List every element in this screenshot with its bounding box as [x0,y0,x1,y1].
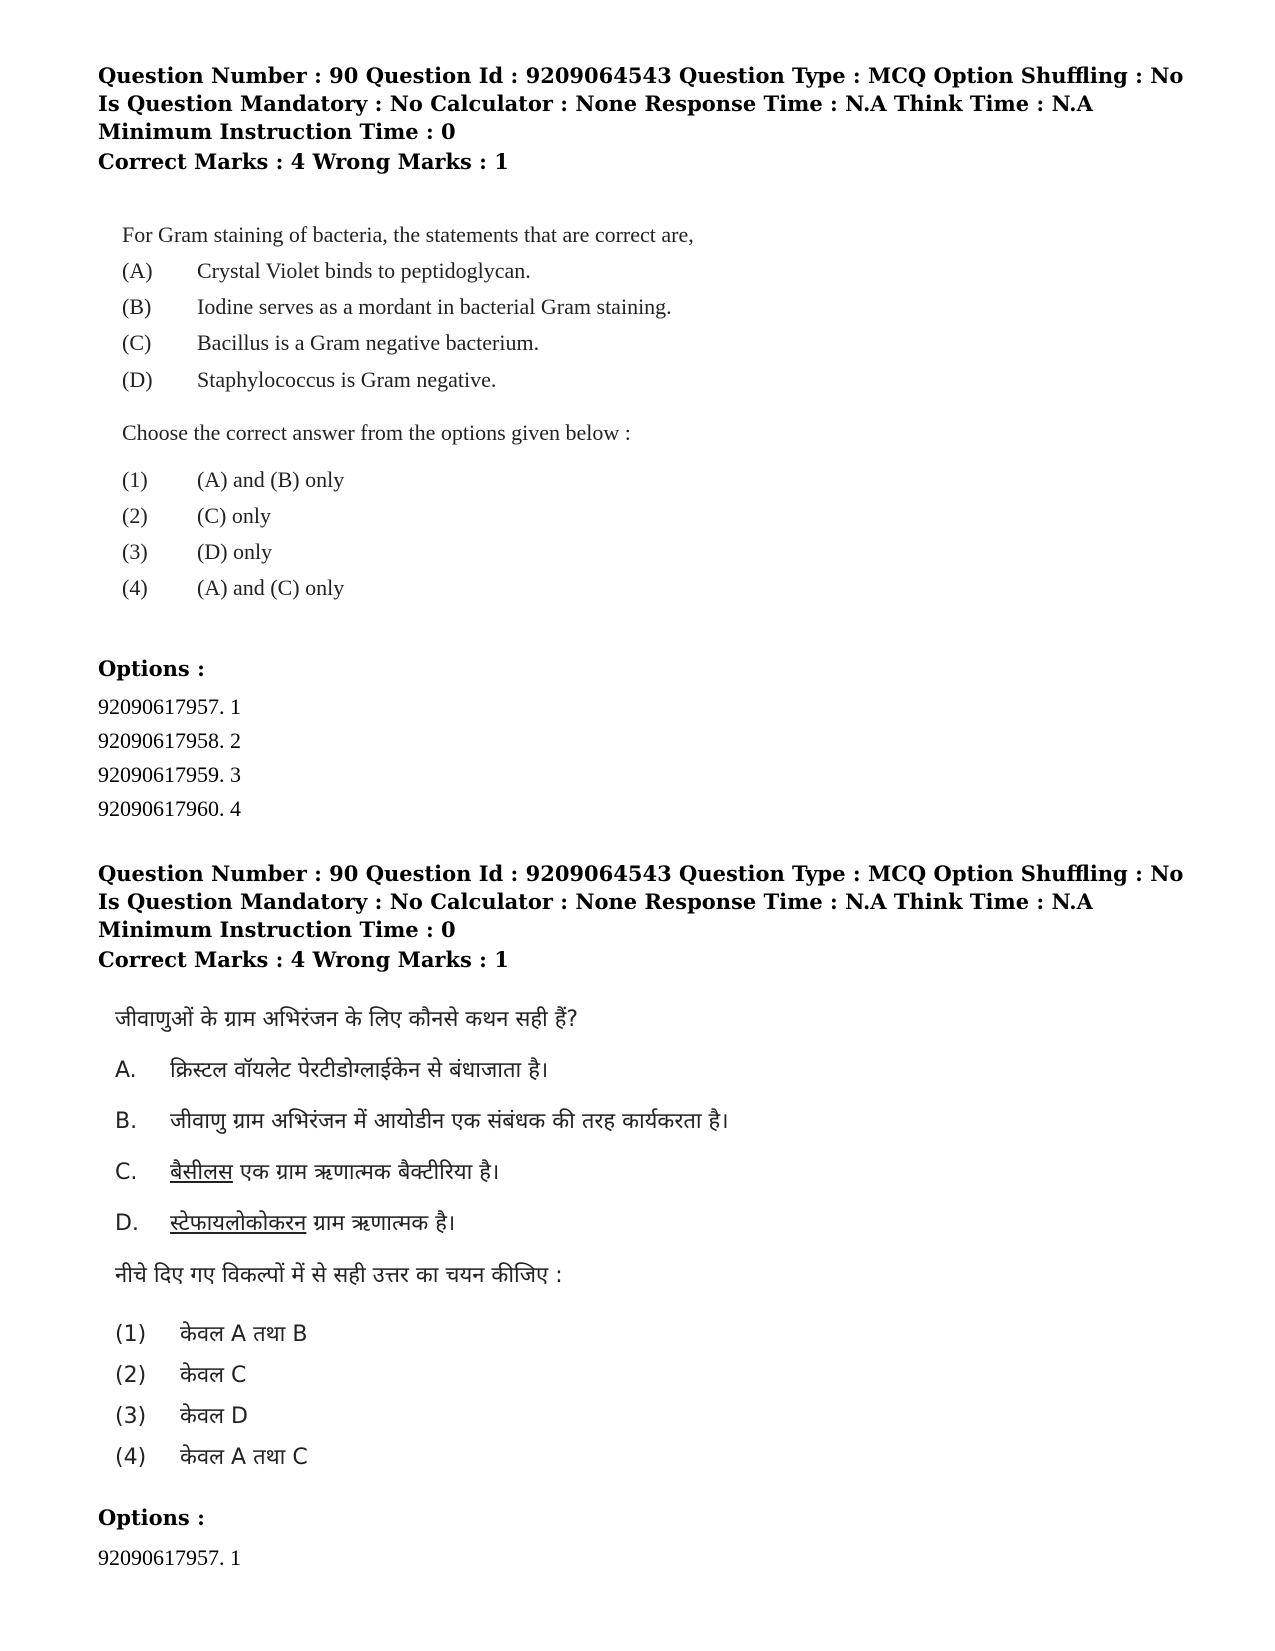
choice-label: (2) [122,503,148,528]
option-item: 92090617958. 2 [98,728,241,753]
option-item: 92090617957. 1 [98,694,241,719]
statement-text: Iodine serves as a mordant in bacterial Gram staining. [197,294,672,319]
choice-text: (A) and (B) only [197,467,345,492]
statement-b [122,294,672,320]
answer-instruction: नीचे दिए गए विकल्पों में से सही उत्तर का चयन कीजिए : [115,1263,563,1288]
choice-3 [122,539,272,565]
options-heading: Options : [98,1505,205,1530]
answer-instruction: Choose the correct answer from the options given below : [122,420,631,445]
statement-c [115,1156,499,1186]
choice-text: केवल C [180,1363,247,1388]
underlined-term: बैसीलस [170,1160,233,1185]
statement-label: (B) [122,294,152,319]
choice-label: (4) [122,575,148,600]
option-item: 92090617957. 1 [98,1545,241,1570]
choice-text: (C) only [197,503,271,528]
choice-label: (1) [122,467,148,492]
statement-label: (D) [122,367,153,392]
underlined-term: स्टेफायलोकोकरन [170,1211,307,1236]
statement-label: (C) [122,330,152,355]
statement-text: Crystal Violet binds to peptidoglycan. [197,258,531,283]
statement-text: जीवाणु ग्राम अभिरंजन में आयोडीन एक संबंधक की तरह कार्यकरता है। [170,1109,729,1134]
statement-label: D. [115,1211,139,1236]
choice-label: (3) [122,539,148,564]
question-meta-header: Question Number : 90 Question Id : 9209064543 Question Type : MCQ Option Shuffling : No Is Question Mandatory : No Calculator : None Response Time : N.A Think Time : N.A Minimum Instruction Time : 0 [98,63,1184,144]
choice-2 [122,503,271,529]
question-meta-header: Question Number : 90 Question Id : 9209064543 Question Type : MCQ Option Shuffling : No Is Question Mandatory : No Calculator : None Response Time : N.A Think Time : N.A Minimum Instruction Time : 0 [98,861,1184,942]
statement-b [115,1105,729,1135]
statement-a [115,1054,548,1084]
choice-text: (D) only [197,539,273,564]
statement-label: B. [115,1109,138,1134]
choice-label: (2) [115,1363,147,1388]
statement-text: Bacillus is a Gram negative bacterium. [197,330,540,355]
choice-2 [115,1359,246,1389]
choice-text: केवल A तथा C [180,1445,308,1470]
choice-text: (A) and (C) only [197,575,345,600]
statement-d [115,1207,455,1237]
question-stem: जीवाणुओं के ग्राम अभिरंजन के लिए कौनसे कथन सही हैं? [115,1007,579,1032]
choice-label: (4) [115,1445,147,1470]
statement-label: C. [115,1160,138,1185]
question-stem: For Gram staining of bacteria, the statements that are correct are, [122,222,694,247]
statement-d [122,367,496,393]
choice-text: केवल A तथा B [180,1322,308,1347]
statement-text: Staphylococcus is Gram negative. [197,367,497,392]
choice-text: केवल D [180,1404,248,1429]
option-item: 92090617960. 4 [98,796,241,821]
statement-text: एक ग्राम ऋणात्मक बैक्टीरिया है। [232,1160,500,1185]
statement-label: (A) [122,258,153,283]
statement-a [122,258,531,284]
choice-3 [115,1400,248,1430]
choice-1 [122,467,344,493]
marks-line: Correct Marks : 4 Wrong Marks : 1 [98,947,509,972]
option-item: 92090617959. 3 [98,762,241,787]
options-heading: Options : [98,656,205,681]
statement-label: A. [115,1058,137,1083]
choice-4 [115,1441,308,1471]
marks-line: Correct Marks : 4 Wrong Marks : 1 [98,149,509,174]
choice-4 [122,575,344,601]
statement-text: क्रिस्टल वॉयलेट पेरटीडोग्लाईकेन से बंधाजाता है। [170,1058,549,1083]
choice-1 [115,1318,307,1348]
statement-text: ग्राम ऋणात्मक है। [306,1211,456,1236]
choice-label: (1) [115,1322,147,1347]
statement-c [122,330,539,356]
choice-label: (3) [115,1404,147,1429]
